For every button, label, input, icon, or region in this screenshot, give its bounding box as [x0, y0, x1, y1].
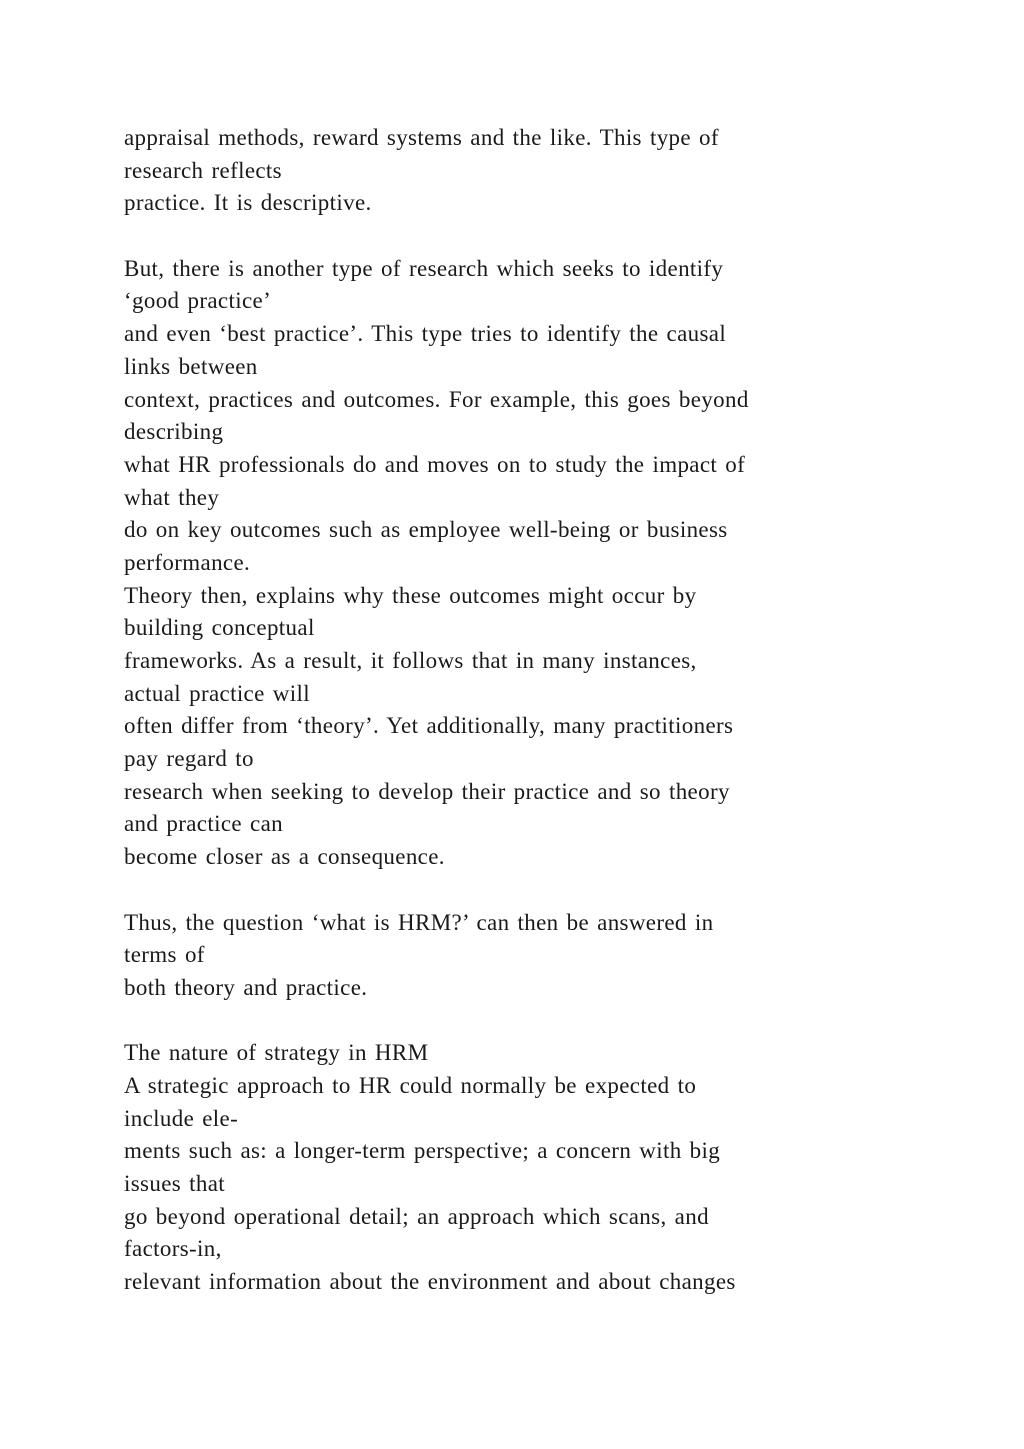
text-line: appraisal methods, reward systems and the like. This type of: [124, 125, 719, 150]
text-line: go beyond operational detail; an approach which scans, and: [124, 1203, 709, 1229]
paragraph-break: [124, 220, 944, 253]
text-line: become closer as a consequence.: [124, 844, 445, 870]
text-line: ‘good practice’: [124, 288, 272, 314]
text-line: issues that: [124, 1171, 226, 1196]
text-line: factors-in,: [124, 1236, 222, 1262]
text-line: ments such as: a longer-term perspective; a concern with big: [124, 1138, 721, 1164]
text-line: pay regard to: [124, 746, 254, 772]
text-line: describing: [124, 419, 224, 445]
text-line: But, there is another type of research which seeks to identify: [124, 255, 724, 281]
text-line: include ele-: [124, 1105, 239, 1131]
text-line: what they: [124, 484, 220, 510]
text-line: Thus, the question ‘what is HRM?’ can then be answered in: [124, 909, 714, 935]
document-page: [124, 122, 944, 1299]
text-line: Theory then, explains why these outcomes might occur by: [124, 582, 697, 608]
text-line: practice. It is descriptive.: [124, 190, 372, 216]
text-line: both theory and practice.: [124, 974, 368, 1000]
text-line: building conceptual: [124, 615, 315, 641]
text-line: and even ‘best practice’. This type tries to identify the causal: [124, 321, 727, 347]
text-line: research reflects: [124, 157, 282, 183]
text-line: performance.: [124, 549, 251, 575]
paragraph-break: [124, 1005, 944, 1038]
text-line: what HR professionals do and moves on to study the impact of: [124, 451, 746, 477]
text-line: terms of: [124, 942, 205, 968]
text-line: context, practices and outcomes. For example, this goes beyond: [124, 386, 749, 412]
text-line: research when seeking to develop their practice and so theory: [124, 778, 730, 804]
paragraph-break: [124, 874, 944, 907]
text-line: and practice can: [124, 811, 283, 837]
text-line: relevant information about the environment and about changes: [124, 1269, 736, 1295]
text-line: A strategic approach to HR could normally be expected to: [124, 1072, 697, 1098]
text-line: often differ from ‘theory’. Yet additionally, many practitioners: [124, 713, 734, 739]
text-line: links between: [124, 353, 258, 379]
text-line: frameworks. As a result, it follows that in many instances,: [124, 648, 697, 673]
text-line: do on key outcomes such as employee well-being or business: [124, 517, 728, 543]
section-heading: The nature of strategy in HRM: [124, 1040, 429, 1066]
text-line: actual practice will: [124, 680, 310, 706]
